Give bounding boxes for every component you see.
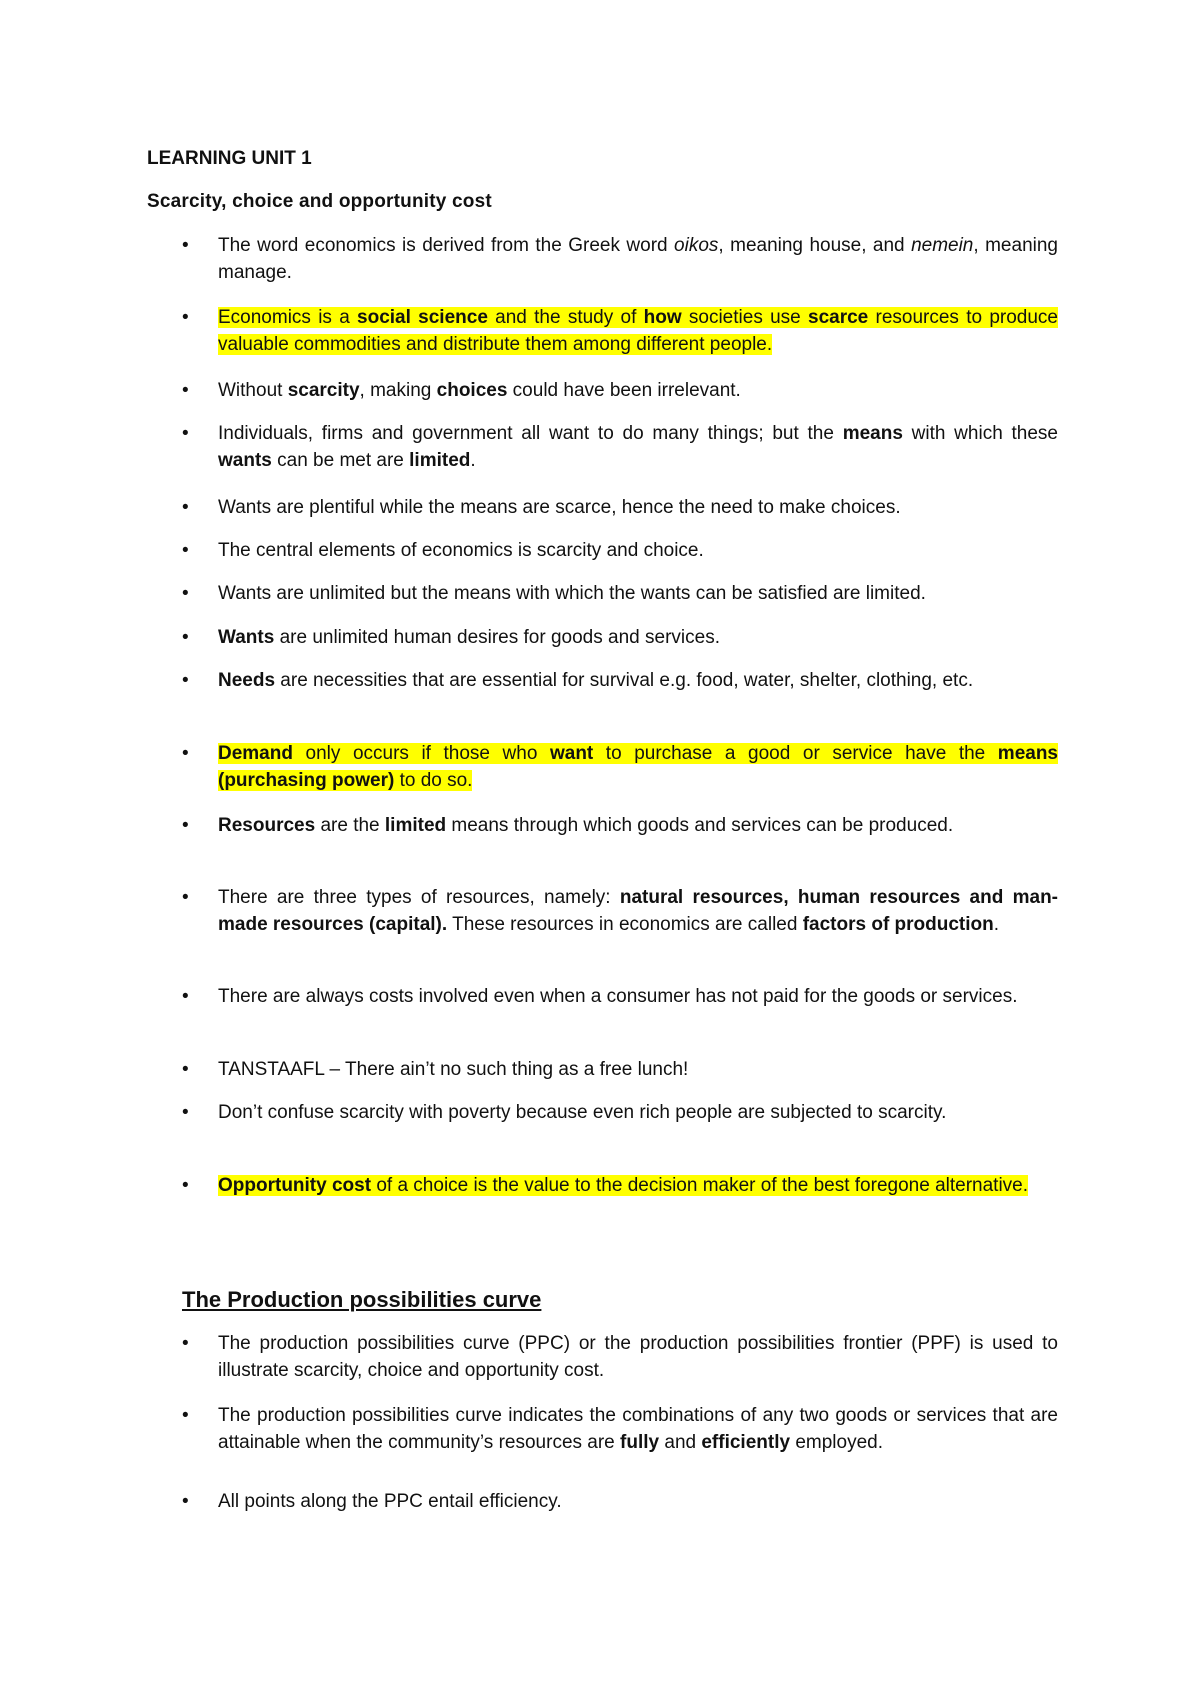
text-run: could have been irrelevant.: [507, 380, 741, 401]
bullet-marker: •: [182, 583, 189, 604]
text-run: to purchase a good or service have the: [593, 743, 998, 764]
bold-term: Wants: [218, 627, 275, 648]
bullet-marker: •: [182, 743, 189, 764]
text-run: , meaning manage.: [218, 235, 1058, 283]
bold-term: wants: [218, 450, 272, 471]
list-item-text: [218, 740, 1058, 794]
ppc-section-title: The Production possibilities curve: [182, 1287, 542, 1312]
bold-term: Demand: [218, 743, 293, 764]
list-item-text: [218, 1172, 1058, 1199]
list-item-text: [218, 983, 1058, 1010]
bold-term: how: [643, 307, 682, 328]
bullet-marker: •: [182, 1491, 189, 1512]
list-item-text: [218, 580, 1058, 607]
text-run: These resources in economics are called: [447, 914, 803, 935]
bold-term: Opportunity cost: [218, 1175, 372, 1196]
list-item-text: [218, 884, 1058, 938]
text-run: Without: [218, 380, 288, 401]
bold-term: limited: [409, 450, 471, 471]
italic-term: nemein: [911, 235, 974, 256]
bold-term: Needs: [218, 670, 276, 691]
list-item-text: [218, 1330, 1058, 1384]
bold-term: means (purchasing power): [218, 743, 1058, 791]
text-run: There are always costs involved even when a consumer has not paid for the goods or services.: [218, 986, 1018, 1007]
text-run: with which these: [902, 423, 1058, 444]
text-run: , making: [359, 380, 437, 401]
text-run: The production possibilities curve indicates the combinations of any two goods or services that are attainable when the community’s resources are: [218, 1405, 1058, 1453]
text-run: The central elements of economics is scarcity and choice.: [218, 540, 704, 561]
list-item-text: [218, 667, 1058, 694]
text-run: Don’t confuse scarcity with poverty because even rich people are subjected to scarcity.: [218, 1102, 947, 1123]
bold-term: Resources: [218, 815, 316, 836]
text-run: of a choice is the value to the decision maker of the best foregone alternative.: [371, 1175, 1029, 1196]
bullet-marker: •: [182, 540, 189, 561]
list-item-text: [218, 1099, 1058, 1126]
list-item-text: [218, 494, 1058, 521]
list-item-text: [218, 1056, 1058, 1083]
bold-term: natural resources, human resources and man-made resources (capital).: [218, 887, 1059, 935]
bullet-marker: •: [182, 986, 189, 1007]
list-item-text: [218, 1402, 1058, 1456]
text-run: means through which goods and services can be produced.: [446, 815, 954, 836]
text-run: Wants are unlimited but the means with which the wants can be satisfied are limited.: [218, 583, 926, 604]
text-run: are the: [315, 815, 385, 836]
bullet-marker: •: [182, 380, 189, 401]
text-run: The word economics is derived from the Greek word: [218, 235, 675, 256]
list-item-text: [218, 1488, 1058, 1515]
text-run: and: [659, 1432, 702, 1453]
text-run: societies use: [681, 307, 808, 328]
text-run: TANSTAAFL – There ain’t no such thing as a free lunch!: [218, 1059, 689, 1080]
text-run: only occurs if those who: [292, 743, 550, 764]
text-run: employed.: [790, 1432, 884, 1453]
bullet-marker: •: [182, 670, 189, 691]
bold-term: social science: [357, 307, 488, 328]
bold-term: means: [842, 423, 903, 444]
bullet-marker: •: [182, 307, 189, 328]
bullet-marker: •: [182, 815, 189, 836]
bold-term: scarcity: [287, 380, 360, 401]
bullet-marker: •: [182, 887, 189, 908]
bullet-marker: •: [182, 1333, 189, 1354]
list-item-text: [218, 812, 1058, 839]
text-run: resources to produce valuable commodities and distribute them among different people.: [218, 307, 1058, 355]
text-run: , meaning house, and: [718, 235, 912, 256]
bullet-marker: •: [182, 627, 189, 648]
text-run: to do so.: [394, 770, 473, 791]
bullet-marker: •: [182, 1175, 189, 1196]
list-item-text: [218, 377, 1058, 404]
text-run: Economics is a: [218, 307, 358, 328]
bold-term: efficiently: [701, 1432, 791, 1453]
bold-term: fully: [620, 1432, 660, 1453]
text-run: are necessities that are essential for survival e.g. food, water, shelter, clothing, etc.: [275, 670, 974, 691]
bold-term: limited: [384, 815, 447, 836]
text-run: There are three types of resources, namely:: [218, 887, 620, 908]
text-run: can be met are: [271, 450, 410, 471]
list-item-text: [218, 232, 1058, 286]
text-run: All points along the PPC entail efficiency.: [218, 1491, 562, 1512]
list-item-text: [218, 537, 1058, 564]
bullet-marker: •: [182, 1405, 189, 1426]
bullet-marker: •: [182, 235, 189, 256]
text-run: and the study of: [487, 307, 644, 328]
bold-term: want: [549, 743, 594, 764]
list-item-text: [218, 420, 1058, 474]
section-subtitle: Scarcity, choice and opportunity cost: [147, 191, 492, 212]
bullet-marker: •: [182, 1102, 189, 1123]
bullet-marker: •: [182, 497, 189, 518]
text-run: Wants are plentiful while the means are scarce, hence the need to make choices.: [218, 497, 901, 518]
list-item-text: [218, 624, 1058, 651]
text-run: The production possibilities curve (PPC) or the production possibilities frontier (PPF) is used to illustrate scarcity, choice and opportunity cost.: [218, 1333, 1058, 1381]
unit-title: LEARNING UNIT 1: [147, 148, 312, 169]
list-item-text: [218, 304, 1058, 358]
text-run: .: [993, 914, 1000, 935]
text-run: .: [470, 450, 476, 471]
bullet-marker: •: [182, 423, 189, 444]
bold-term: factors of production: [802, 914, 994, 935]
bold-term: choices: [436, 380, 508, 401]
text-run: are unlimited human desires for goods and services.: [274, 627, 720, 648]
italic-term: oikos: [674, 235, 719, 256]
bullet-marker: •: [182, 1059, 189, 1080]
bold-term: scarce: [808, 307, 869, 328]
text-run: Individuals, firms and government all want to do many things; but the: [218, 423, 843, 444]
